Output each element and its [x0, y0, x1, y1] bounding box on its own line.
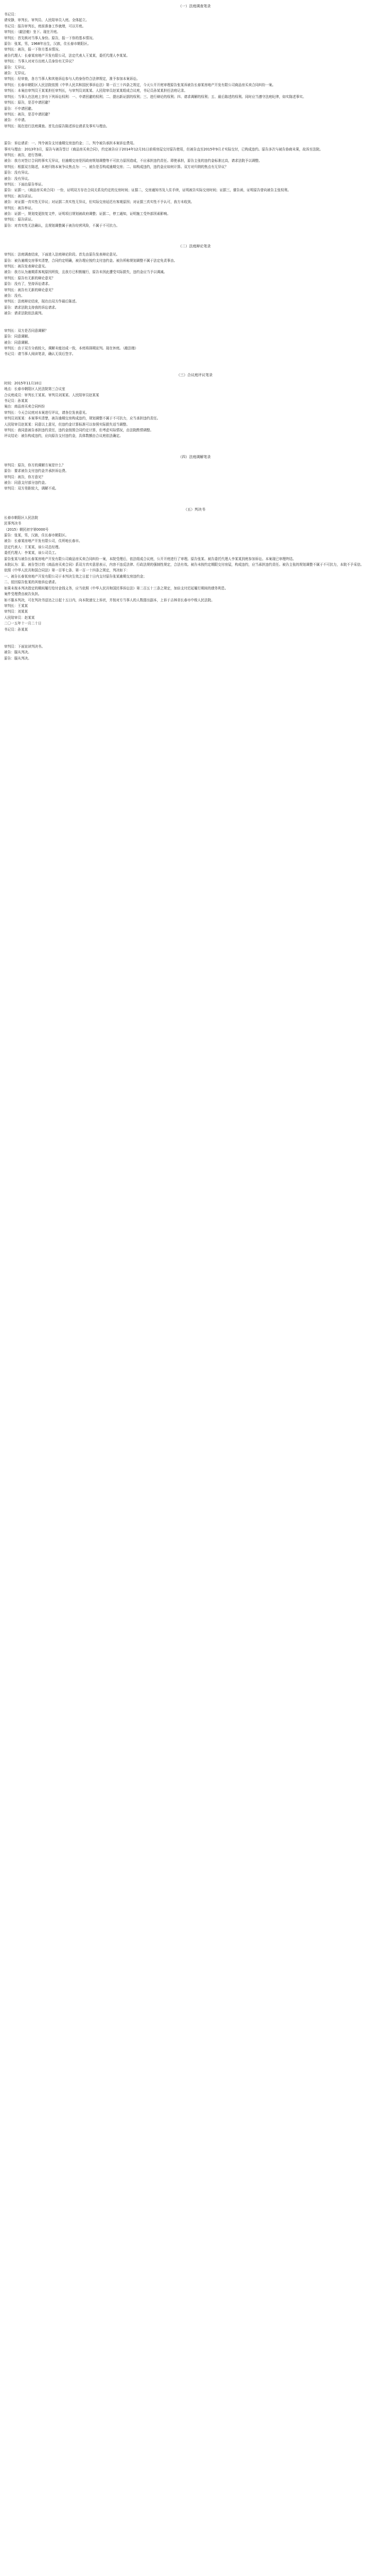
- paragraph: 原告：张某，男，汉族，住长春市朝阳区。: [4, 533, 69, 538]
- paragraph: 时间：2015年11月10日: [4, 381, 42, 385]
- paragraph: 原告：没有了，坚持诉讼请求。: [4, 282, 52, 286]
- paragraph: 审判长：我同意被告承担违约责任，违约金按照合同约定计算，但考虑实际情况，由法院酌情调整。: [4, 428, 154, 432]
- section-heading: （三）合议庭评议笔录: [176, 372, 213, 377]
- paragraph: 原告：不申请回避。: [4, 106, 35, 111]
- paragraph: 审判员：原告，你方的调解方案是什么？: [4, 463, 65, 467]
- paragraph: 审判长：原告质证。: [4, 217, 35, 222]
- paragraph: 审判员：双方差距较大，调解不成。: [4, 486, 59, 491]
- paragraph: 书记员：: [4, 12, 18, 16]
- paragraph: 原告：要求被告支付违约金并承担诉讼费。: [4, 469, 69, 473]
- paragraph: 原告：张某，男，1968年出生，汉族，住长春市朝阳区。: [4, 42, 91, 46]
- section: [4, 3, 385, 129]
- paragraph: 评议结论：被告构成违约，应向原告支付违约金，具体数额由合议庭依法确定。: [4, 434, 123, 438]
- paragraph: 被告：无异议。: [4, 71, 28, 76]
- section: [4, 633, 385, 662]
- paragraph: 依照《中华人民共和国合同法》第一百零七条、第一百一十四条之规定，判决如下：: [4, 568, 130, 573]
- paragraph: 如不服本判决，可在判决书送达之日起十五日内，向本院递交上诉状，并按对方当事人的人数提出副本，上诉于吉林省长春市中级人民法院。: [4, 598, 215, 602]
- paragraph: 人民陪审员：赵某某: [4, 615, 35, 620]
- paragraph: 书记员：请当事人阅读笔录，确认无误后签字。: [4, 352, 76, 357]
- paragraph: 人民陪审员赵某某：同意以上意见，但违约金计算标准可以参照实际损失适当调整。: [4, 422, 130, 427]
- paragraph: 民事判决书: [4, 521, 21, 526]
- paragraph: 被告：没有异议。: [4, 176, 31, 181]
- paragraph: 被告：服从判决。: [4, 650, 31, 655]
- paragraph: 原告：无异议。: [4, 65, 28, 70]
- paragraph: 被告：请求法院依法裁判。: [4, 311, 45, 316]
- paragraph: 审判长：被告质证。: [4, 194, 35, 198]
- paragraph: （2015）朝民初字第0000号: [4, 527, 49, 532]
- paragraph: 审判长：（敲法槌）坐下。现在开庭。: [4, 30, 60, 35]
- paragraph: 二、驳回原告张某的其他诉讼请求。: [4, 580, 59, 585]
- paragraph: 审判员：下面宣读判决书。: [4, 644, 45, 649]
- paragraph: 审判长：长春市朝阳区人民法院依照《中华人民共和国民事诉讼法》第一百三十四条之规定，今天公开开庭审理原告张某诉被告长春某房地产开发有限公司商品房买卖合同纠纷一案。: [4, 82, 276, 87]
- paragraph: 被告：长春某房地产开发有限公司，住所地长春市。: [4, 539, 82, 544]
- paragraph: 审判长：由于双方分歧较大，调解未能达成一致，本庭将择期宣判。现在休庭。（敲法槌）: [4, 346, 138, 350]
- paragraph: 审判长：双方是否同意调解？: [4, 328, 48, 333]
- section-gap: [4, 492, 385, 503]
- section-heading: （四）法庭调解笔录: [178, 454, 211, 459]
- paragraph: 审判长：根据双方陈述，本庭归纳本案争议焦点为：一、被告是否构成逾期交房；二、如构成违约，违约金应如何计算。双方对归纳的焦点有无异议？: [4, 164, 228, 169]
- paragraph: 审判长：当事人在法庭上享有下列诉讼权利：一、申请回避的权利；二、提出新证据的权利；三、进行辩论的权利；四、请求调解的权利；五、最后陈述的权利。同时应当遵守法庭纪律，如实陈述事实。: [4, 94, 306, 99]
- section: [4, 317, 385, 358]
- paragraph: 审判员：被告，你方意见？: [4, 474, 45, 479]
- paragraph: 委托代理人：李某某，该公司员工。: [4, 551, 59, 555]
- section-heading: （一）法庭调查笔录: [178, 4, 211, 8]
- section-heading: （五）判决书: [184, 507, 205, 512]
- paragraph: 被告：对证据一真实性无异议；对证据二真实性无异议，但实际交房延迟有客观原因；对证据三真实性不予认可，我方未收到。: [4, 200, 194, 205]
- paragraph: 审判长：被告，进行答辩。: [4, 152, 45, 157]
- paragraph: 被告：我方认为逾期系客观原因所致，且我方已积极履行，原告未因此遭受实际损失，违约金应当予以调减。: [4, 270, 167, 275]
- section: [4, 358, 385, 439]
- section-gap: [4, 439, 385, 451]
- paragraph: 原告：同意调解。: [4, 334, 31, 339]
- paragraph: 被告：同意调解。: [4, 340, 31, 345]
- paragraph: 法定代表人：王某某，该公司总经理。: [4, 545, 62, 549]
- document-page: [4, 3, 385, 662]
- paragraph: 被告：证据一，规划变更批复文件，证明项目规划被政府调整；证据二，停工通知，证明施工受外部因素影响。: [4, 212, 171, 216]
- paragraph: 审判长：被告发表辩论意见。: [4, 264, 48, 269]
- paragraph: 审判长：被告有无新的辩论意见？: [4, 287, 55, 292]
- paragraph: 审判员：刘某某: [4, 609, 28, 614]
- paragraph: 审判长：下面由原告举证。: [4, 182, 45, 187]
- paragraph: 请安静，审判长、审判员、人民陪审员入庭。全体起立。: [4, 18, 89, 23]
- paragraph: 审判长：今天合议庭对本案进行评议，请各位发表意见。: [4, 410, 89, 415]
- section: [4, 229, 385, 316]
- paragraph: 审判长：原告，是否申请回避？: [4, 100, 52, 105]
- paragraph: 原告：被告逾期交房事实清楚，合同约定明确，被告理应按约支付违约金。被告所称规划调整不属于法定免责事由。: [4, 258, 178, 263]
- paragraph: 审判长：被告，是否申请回避？: [4, 112, 52, 116]
- paragraph: 审判长：法庭辩论结束，现在由双方作最后陈述。: [4, 299, 79, 304]
- paragraph: 审判长：现在进行法庭调查。首先由原告陈述诉讼请求及事实与理由。: [4, 124, 110, 128]
- paragraph: 一、被告长春某房地产开发有限公司于本判决生效之日起十日内支付原告张某逾期交房违约金；: [4, 574, 147, 579]
- paragraph: 书记员：孙某某: [4, 627, 28, 632]
- paragraph: 被告：没有。: [4, 294, 25, 298]
- paragraph: 原告：没有异议。: [4, 171, 31, 175]
- section-gap: [4, 633, 385, 644]
- paragraph: 案件受理费由被告负担。: [4, 592, 42, 597]
- paragraph: 合议庭成员：审判长王某某、审判员刘某某、人民陪审员赵某某: [4, 393, 99, 397]
- paragraph: 原告：服从判决。: [4, 656, 31, 660]
- paragraph: 书记员：报告审判长，庭前准备工作就绪，可以开庭。: [4, 24, 86, 28]
- paragraph: 原告：对真实性无法确认，且规划调整属于被告经营风险，不属于不可抗力。: [4, 223, 120, 228]
- paragraph: 案由：商品房买卖合同纠纷: [4, 404, 45, 409]
- section: [4, 129, 385, 229]
- paragraph: 被告：同意支付部分违约金。: [4, 481, 48, 485]
- paragraph: 审判长：法庭调查结束，下面进入法庭辩论阶段。首先由原告发表辩论意见。: [4, 252, 120, 257]
- section-gap: [4, 129, 385, 141]
- paragraph: 被告：我方对签订合同的事实无异议，但逾期交房是因政府规划调整等不可抗力原因造成，不应承担违约责任。即使承担，原告主张的违约金标准过高，请求法院予以调整。: [4, 159, 262, 163]
- section-gap: [4, 317, 385, 328]
- paragraph: 地点：长春市朝阳区人民法院第三合议室: [4, 387, 65, 392]
- section-heading: （二）法庭辩论笔录: [178, 244, 211, 249]
- paragraph: 被告：不申请。: [4, 118, 28, 123]
- section: [4, 439, 385, 492]
- paragraph: 如果未按本判决指定的期间履行给付金钱义务，应当依照《中华人民共和国民事诉讼法》第二百五十三条之规定，加倍支付迟延履行期间的债务利息。: [4, 586, 228, 590]
- paragraph: 原告：请求法院支持我的诉讼请求。: [4, 305, 59, 310]
- section: [4, 492, 385, 633]
- paragraph: 被告代理人：长春某房地产开发有限公司，法定代表人王某某，委托代理人李某某。: [4, 53, 130, 58]
- paragraph: 事实与理由：2013年3月，原告与被告签订《商品房买卖合同》，约定被告应于2014年12月31日前将房屋交付原告使用，但被告直至2015年9月才实际交付，已构成违约。原告多次与被告协商未果，故诉至法院。: [4, 147, 323, 151]
- paragraph: 审判长：经审查，各方当事人和其他诉讼参与人的身份符合法律规定，准予参加本案诉讼。: [4, 77, 140, 81]
- paragraph: 审判长：原告有无新的辩论意见？: [4, 276, 55, 280]
- paragraph: 审判长：被告，报一下你方基本情况。: [4, 47, 62, 52]
- paragraph: 审判长：王某某: [4, 603, 28, 608]
- paragraph: 审判长：本案由审判员王某某担任审判长，与审判员刘某某、人民陪审员赵某某组成合议庭，书记员孙某某担任法庭记录。: [4, 89, 188, 93]
- paragraph: 审判长：首先核对当事人身份。原告，报一下你的基本情况。: [4, 36, 96, 40]
- paragraph: 审判长：当事人对对方出庭人员身份有无异议？: [4, 59, 76, 64]
- paragraph: 审判员刘某某：本案事实清楚，被告逾期交房构成违约，规划调整不属于不可抗力，应当承担违约责任。: [4, 416, 161, 421]
- paragraph: 原告张某与被告长春某房地产开发有限公司商品房买卖合同纠纷一案，本院受理后，依法组成合议庭，公开开庭进行了审理。原告张某、被告委托代理人李某某到庭参加诉讼。本案现已审理终结。: [4, 556, 296, 561]
- section-gap: [4, 358, 385, 369]
- paragraph: 审判长：被告举证。: [4, 206, 35, 210]
- paragraph: 二〇一五年十一月二十日: [4, 621, 42, 626]
- paragraph: 本院认为：原、被告签订的《商品房买卖合同》系双方真实意思表示，内容不违反法律、行政法规的强制性规定，合法有效。被告未按约定期限交付房屋，构成违约，应当承担违约责任。被告主张的规划调整不属于不可抗力，本院不予采信。: [4, 563, 364, 567]
- paragraph: 长春市朝阳区人民法院: [4, 515, 38, 520]
- section-gap: [4, 229, 385, 240]
- paragraph: 原告：证据一，《商品房买卖合同》一份，证明双方存在合同关系及约定的交房时间；证据二，交房通知书及入住手续，证明被告实际交房时间；证据三，催告函，证明原告曾向被告主张权利。: [4, 188, 291, 193]
- paragraph: 书记员：孙某某: [4, 398, 28, 403]
- paragraph: 原告：诉讼请求：一、判令被告支付逾期交房违约金；二、判令被告承担本案诉讼费用。: [4, 141, 137, 146]
